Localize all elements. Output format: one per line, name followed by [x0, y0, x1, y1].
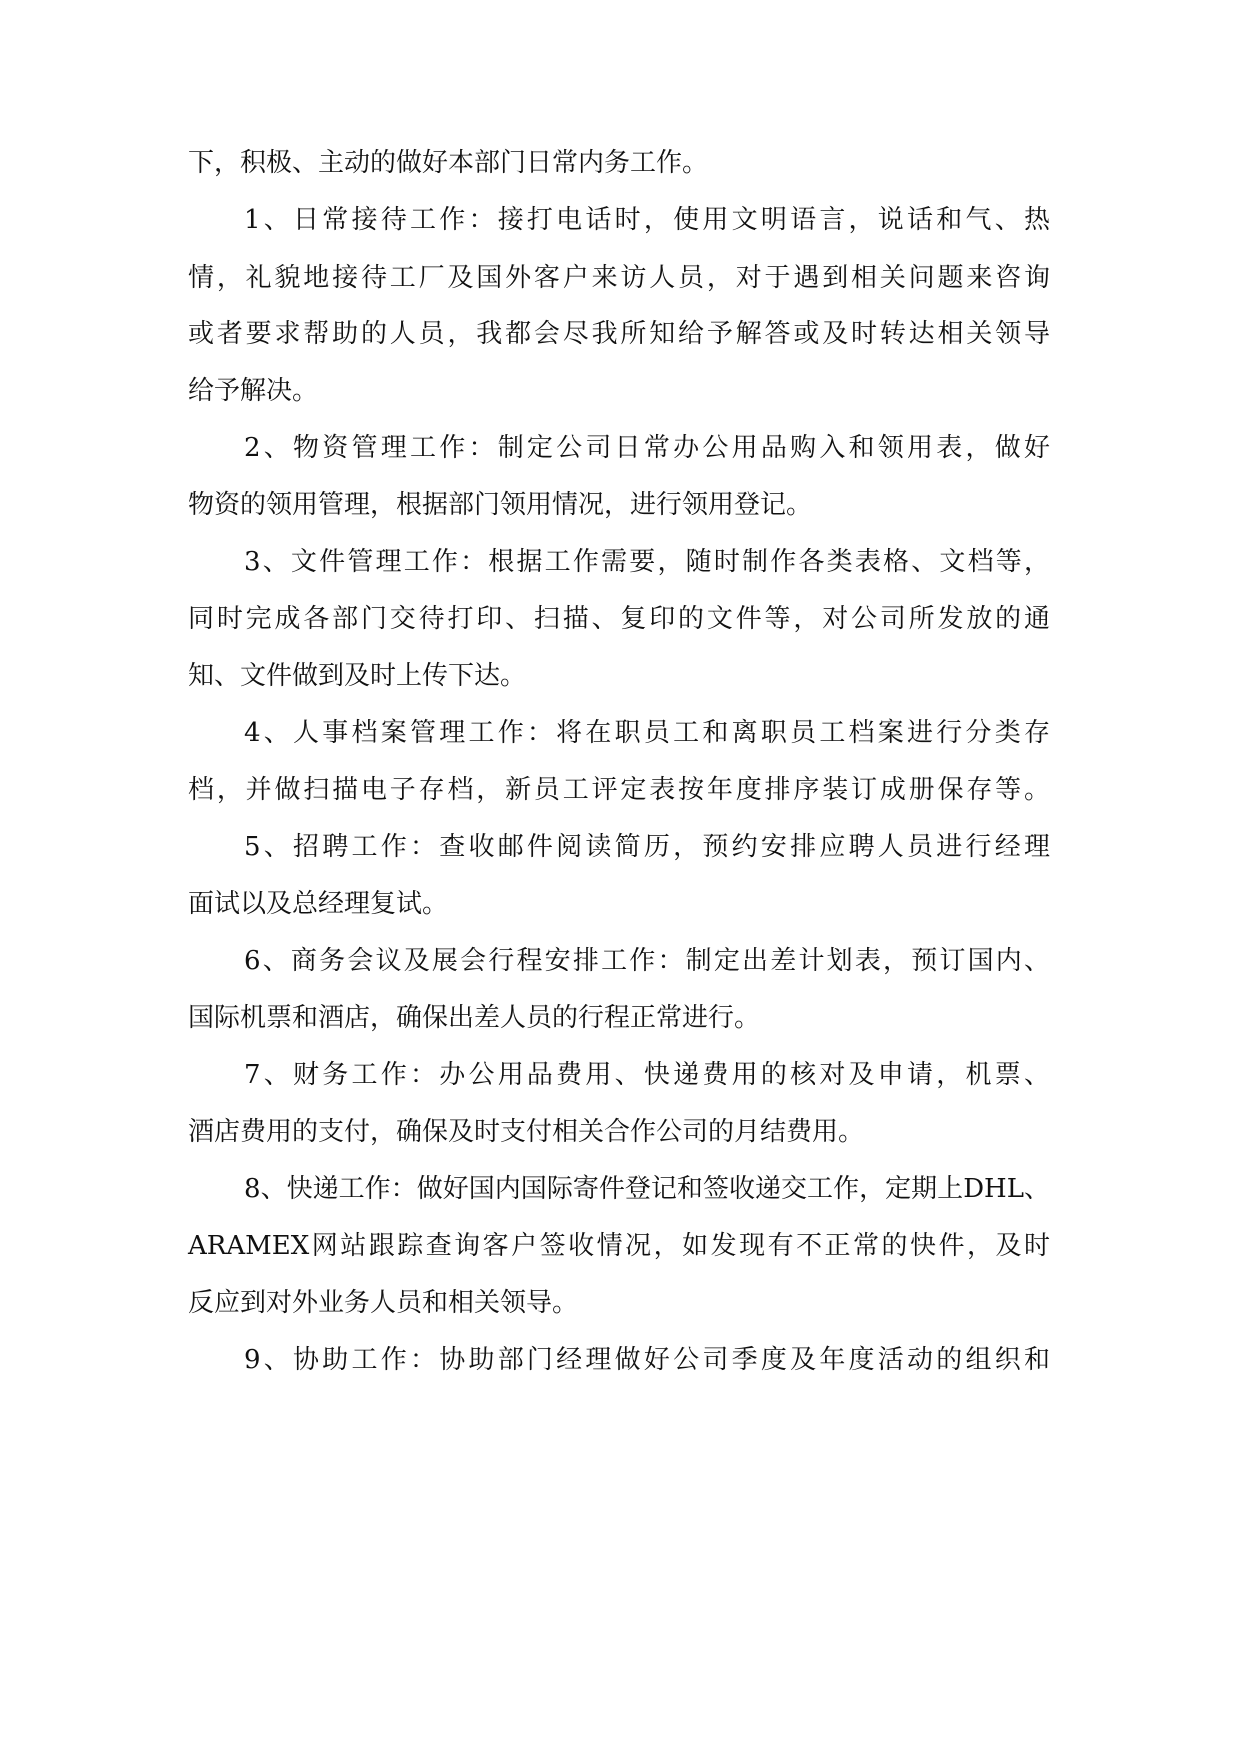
text-line: 1、日常接待工作：接打电话时，使用文明语言，说话和气、热	[244, 205, 1050, 235]
text-line: ARAMEX网站跟踪查询客户签收情况，如发现有不正常的快件，及时	[188, 1231, 1050, 1261]
text-line: 国际机票和酒店，确保出差人员的行程正常进行。	[188, 1003, 761, 1033]
text-line: 4、人事档案管理工作：将在职员工和离职员工档案进行分类存	[244, 718, 1050, 748]
text-line: 5、招聘工作：查收邮件阅读简历，预约安排应聘人员进行经理	[244, 832, 1050, 862]
text-line: 9、协助工作：协助部门经理做好公司季度及年度活动的组织和	[244, 1345, 1050, 1375]
text-line: 8、快递工作：做好国内国际寄件登记和签收递交工作，定期上DHL、	[244, 1174, 1050, 1204]
text-line: 档，并做扫描电子存档，新员工评定表按年度排序装订成册保存等。	[188, 775, 1050, 805]
text-line: 或者要求帮助的人员，我都会尽我所知给予解答或及时转达相关领导	[188, 319, 1050, 349]
text-line: 给予解决。	[188, 376, 319, 406]
text-line: 酒店费用的支付，确保及时支付相关合作公司的月结费用。	[188, 1117, 865, 1147]
text-line: 物资的领用管理，根据部门领用情况，进行领用登记。	[188, 490, 813, 520]
text-line: 下，积极、主动的做好本部门日常内务工作。	[188, 148, 709, 178]
text-line: 6、商务会议及展会行程安排工作：制定出差计划表，预订国内、	[244, 946, 1050, 976]
text-line: 面试以及总经理复试。	[188, 889, 449, 919]
text-line: 知、文件做到及时上传下达。	[188, 661, 527, 691]
text-line: 反应到对外业务人员和相关领导。	[188, 1288, 579, 1318]
text-line: 2、物资管理工作：制定公司日常办公用品购入和领用表，做好	[244, 433, 1050, 463]
text-line: 7、财务工作：办公用品费用、快递费用的核对及申请，机票、	[244, 1060, 1050, 1090]
text-line: 同时完成各部门交待打印、扫描、复印的文件等，对公司所发放的通	[188, 604, 1050, 634]
text-line: 3、文件管理工作：根据工作需要，随时制作各类表格、文档等，	[244, 547, 1050, 577]
text-line: 情，礼貌地接待工厂及国外客户来访人员，对于遇到相关问题来咨询	[188, 263, 1050, 293]
